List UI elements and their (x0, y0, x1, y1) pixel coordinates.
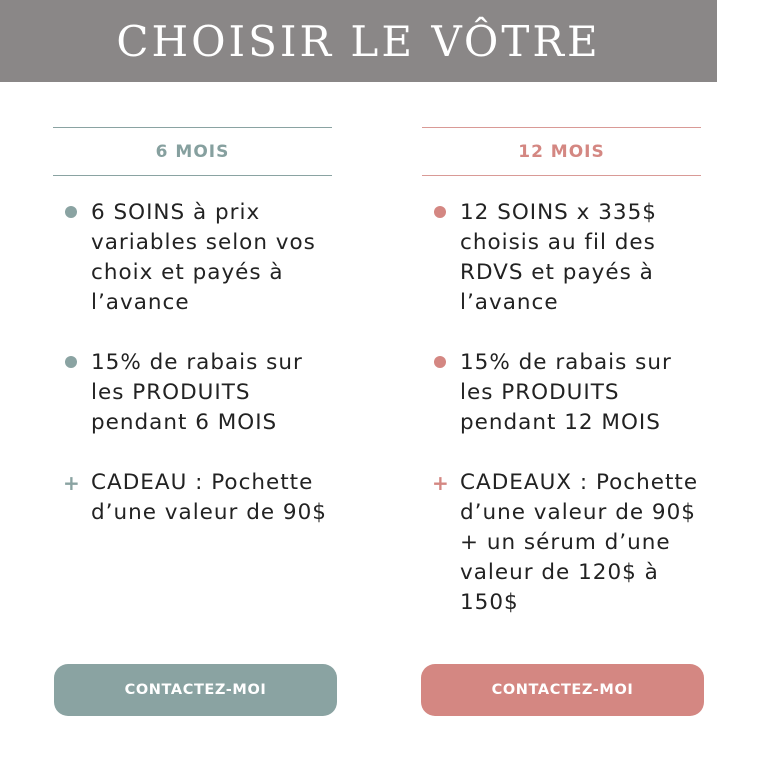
page-title: CHOISIR LE VÔTRE (116, 16, 601, 66)
feature-text: 15% de rabais sur les PRODUITS pendant 12 MOIS (460, 350, 672, 435)
plus-icon: + (63, 471, 81, 495)
feature-text: CADEAU : Pochette d’une valeur de 90$ (91, 470, 327, 525)
list-item (53, 348, 332, 438)
dot-icon (65, 206, 77, 218)
feature-text: 6 SOINS à prix variables selon vos choix et payés à l’avance (91, 200, 316, 315)
plan-features (53, 198, 332, 528)
plan-title: 12 MOIS (422, 127, 701, 176)
dot-icon (434, 206, 446, 218)
contact-button-12-months[interactable]: CONTACTEZ-MOI (421, 664, 704, 716)
plus-icon: + (432, 471, 450, 495)
plan-title: 6 MOIS (53, 127, 332, 176)
list-item (422, 348, 701, 438)
dot-icon (65, 356, 77, 368)
list-item (422, 198, 701, 318)
plan-features (422, 198, 701, 618)
list-item (53, 198, 332, 318)
feature-text: 12 SOINS x 335$ choisis au fil des RDVS et payés à l’avance (460, 200, 657, 315)
contact-button-6-months[interactable]: CONTACTEZ-MOI (54, 664, 337, 716)
plan-12-months (422, 127, 701, 648)
list-item (422, 468, 701, 618)
feature-text: 15% de rabais sur les PRODUITS pendant 6 MOIS (91, 350, 303, 435)
dot-icon (434, 356, 446, 368)
header-banner (0, 0, 717, 82)
plan-6-months (53, 127, 332, 558)
feature-text: CADEAUX : Pochette d’une valeur de 90$ + un sérum d’une valeur de 120$ à 150$ (460, 470, 699, 615)
list-item (53, 468, 332, 528)
